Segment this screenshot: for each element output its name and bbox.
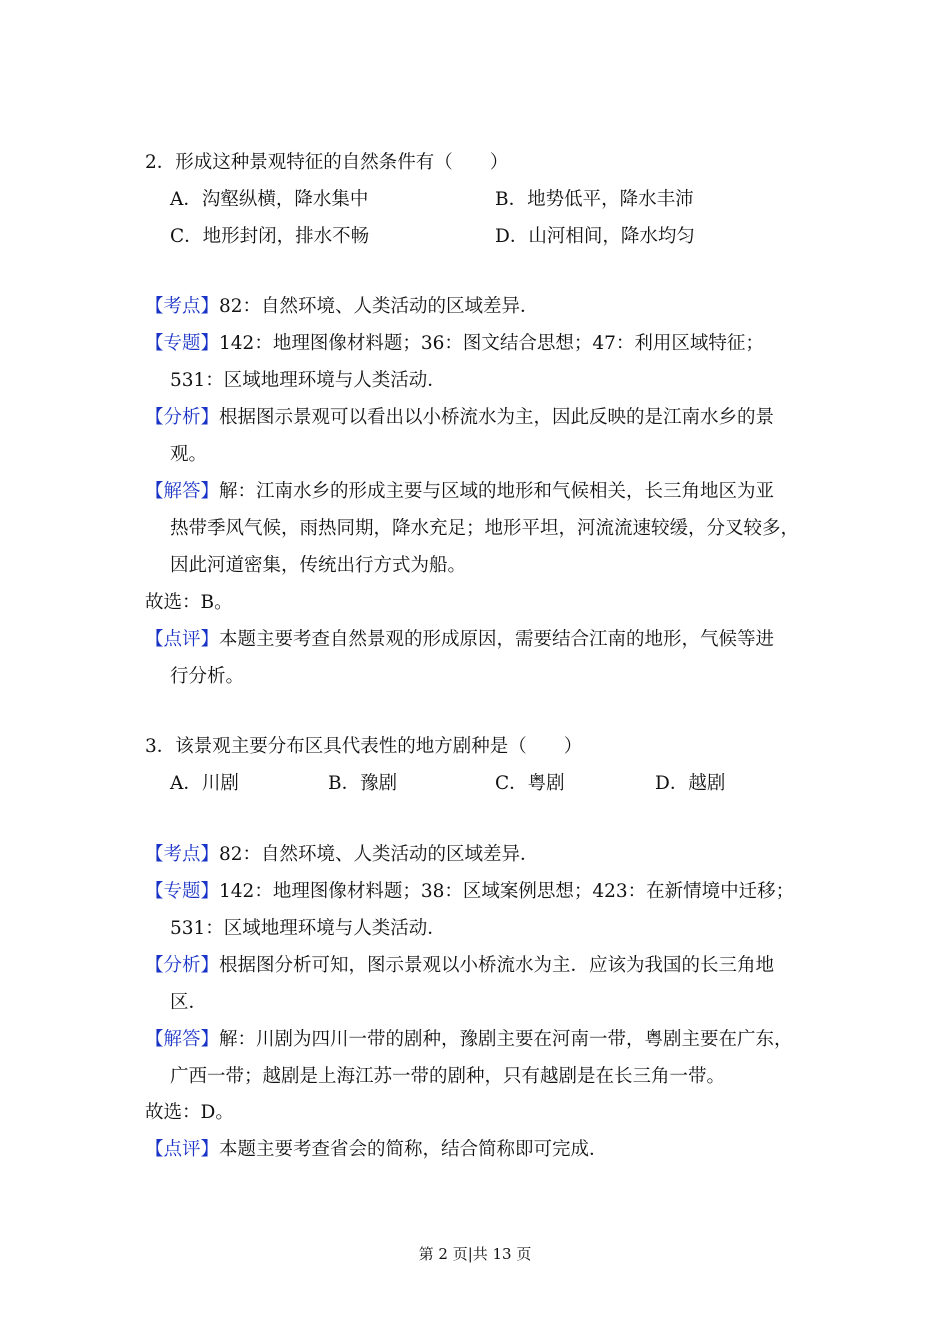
q2-jieda-cont-1: 热带季风气候，雨热同期，降水充足；地形平坦，河流流速较缓，分叉较多， xyxy=(170,518,800,539)
q3-answer: 故选：D。 xyxy=(145,1102,234,1123)
fenxi-text: 根据图分析可知，图示景观以小桥流水为主．应该为我国的长三角地 xyxy=(219,955,775,976)
dianping-tag: 【点评】 xyxy=(145,1139,220,1160)
q3-kaodian xyxy=(145,842,539,868)
q3-option-d: D．越剧 xyxy=(655,773,726,794)
q2-stem: 2．形成这种景观特征的自然条件有（ ） xyxy=(145,152,509,173)
jieda-tag: 【解答】 xyxy=(145,1029,220,1050)
fenxi-text: 根据图示景观可以看出以小桥流水为主，因此反映的是江南水乡的景 xyxy=(219,407,775,428)
q2-option-c: C．地形封闭，排水不畅 xyxy=(170,226,370,247)
q3-option-a: A．川剧 xyxy=(170,773,239,794)
zhuanti-tag: 【专题】 xyxy=(145,333,220,354)
q2-option-b: B．地势低平，降水丰沛 xyxy=(495,189,694,210)
q3-jieda-cont: 广西一带；越剧是上海江苏一带的剧种，只有越剧是在长三角一带。 xyxy=(170,1066,726,1087)
q3-fenxi xyxy=(145,953,774,979)
q2-fenxi xyxy=(145,405,774,431)
zhuanti-text: 142：地理图像材料题；38：区域案例思想；423：在新情境中迁移； xyxy=(219,881,795,902)
dianping-tag: 【点评】 xyxy=(145,629,220,650)
jieda-tag: 【解答】 xyxy=(145,481,220,502)
q2-kaodian xyxy=(145,294,539,320)
dianping-text: 本题主要考查自然景观的形成原因，需要结合江南的地形，气候等进 xyxy=(219,629,775,650)
q2-dianping xyxy=(145,627,774,653)
q2-jieda-cont-2: 因此河道密集，传统出行方式为船。 xyxy=(170,555,467,576)
q3-dianping xyxy=(145,1137,608,1163)
zhuanti-text: 142：地理图像材料题；36：图文结合思想；47：利用区域特征； xyxy=(219,333,764,354)
q3-option-c: C．粤剧 xyxy=(495,773,565,794)
jieda-text: 解：川剧为四川一带的剧种，豫剧主要在河南一带，粤剧主要在广东， xyxy=(219,1029,793,1050)
jieda-text: 解：江南水乡的形成主要与区域的地形和气候相关，长三角地区为亚 xyxy=(219,481,775,502)
q2-fenxi-cont: 观。 xyxy=(170,444,208,465)
page-footer: 第 2 页|共 13 页 xyxy=(418,1245,532,1263)
q3-option-b: B．豫剧 xyxy=(328,773,398,794)
q2-dianping-cont: 行分析。 xyxy=(170,666,245,687)
q2-option-a: A．沟壑纵横，降水集中 xyxy=(170,189,369,210)
q2-answer: 故选：B。 xyxy=(145,592,233,613)
q3-stem: 3．该景观主要分布区具代表性的地方剧种是（ ） xyxy=(145,736,583,757)
fenxi-tag: 【分析】 xyxy=(145,955,220,976)
q3-fenxi-cont: 区． xyxy=(170,992,208,1013)
kaodian-text: 82：自然环境、人类活动的区域差异． xyxy=(219,844,539,865)
kaodian-tag: 【考点】 xyxy=(145,296,220,317)
q2-jieda xyxy=(145,479,774,505)
q2-zhuanti-cont: 531：区域地理环境与人类活动． xyxy=(170,370,446,391)
q2-zhuanti xyxy=(145,331,764,357)
q3-zhuanti xyxy=(145,879,794,905)
dianping-text: 本题主要考查省会的简称，结合简称即可完成． xyxy=(219,1139,608,1160)
q3-jieda xyxy=(145,1027,793,1053)
q3-zhuanti-cont: 531：区域地理环境与人类活动． xyxy=(170,918,446,939)
q2-option-d: D．山河相间，降水均匀 xyxy=(495,226,695,247)
zhuanti-tag: 【专题】 xyxy=(145,881,220,902)
kaodian-text: 82：自然环境、人类活动的区域差异． xyxy=(219,296,539,317)
kaodian-tag: 【考点】 xyxy=(145,844,220,865)
fenxi-tag: 【分析】 xyxy=(145,407,220,428)
